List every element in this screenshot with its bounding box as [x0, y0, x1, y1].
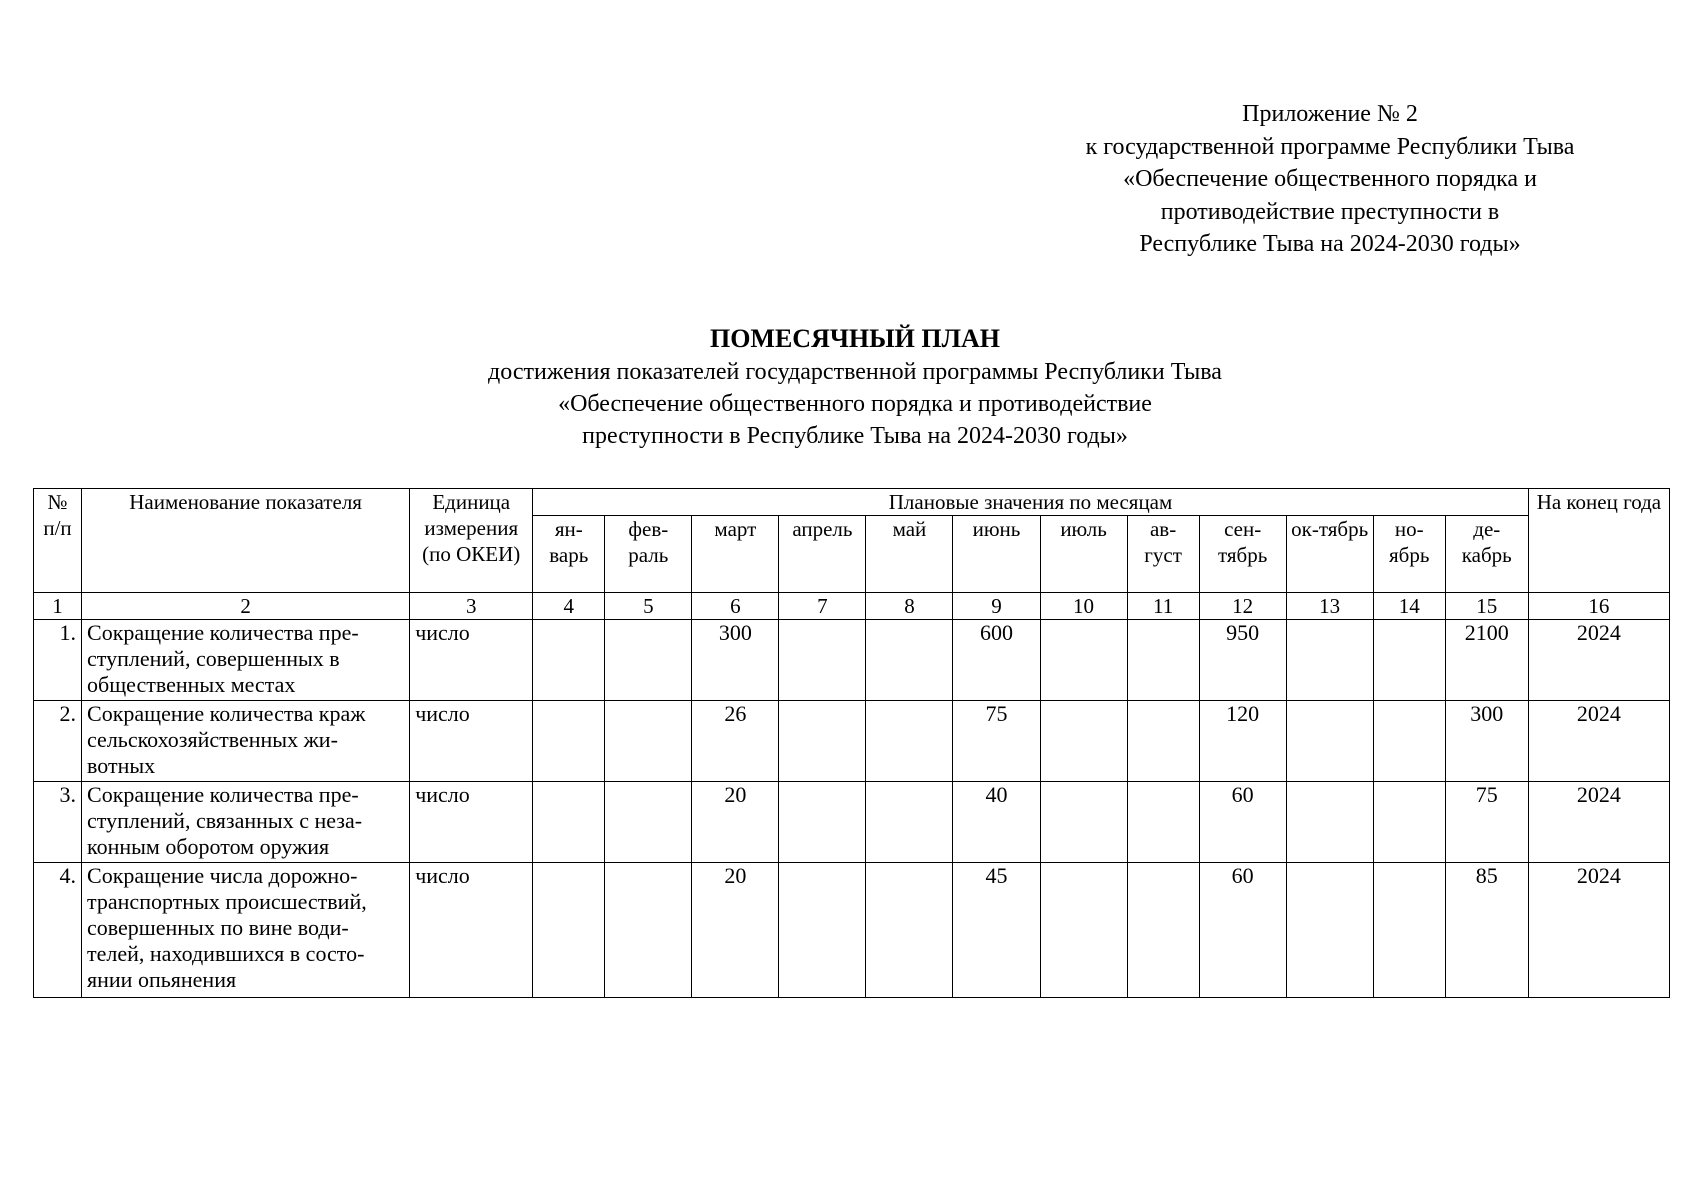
month-value: [1373, 782, 1445, 863]
month-value: [1373, 863, 1445, 998]
month-value: [779, 863, 866, 998]
month-value: [605, 620, 692, 701]
indicator-unit: число: [410, 782, 533, 863]
appendix-line-5: Республике Тыва на 2024-2030 годы»: [1139, 231, 1521, 257]
month-value: [866, 782, 953, 863]
row-index: 2.: [34, 701, 82, 782]
column-number: 16: [1528, 593, 1669, 620]
table-row: [34, 620, 1670, 701]
month-value: [605, 782, 692, 863]
column-number: 1: [34, 593, 82, 620]
month-value: [1286, 620, 1373, 701]
header-month: март: [692, 516, 779, 593]
year-end-value: 2024: [1528, 620, 1669, 701]
month-value: 40: [953, 782, 1040, 863]
table-row: [34, 863, 1670, 998]
month-value: 120: [1199, 701, 1286, 782]
header-month: ок-тябрь: [1286, 516, 1373, 593]
column-number: 2: [82, 593, 410, 620]
column-number: 9: [953, 593, 1040, 620]
document-title: ПОМЕСЯЧНЫЙ ПЛАН: [709, 324, 1001, 353]
monthly-plan-table: [33, 488, 1670, 998]
indicator-name: Сокращение количества краж сельскохозяйственных жи-вотных: [82, 701, 410, 782]
column-number: 14: [1373, 593, 1445, 620]
header-month: июль: [1040, 516, 1127, 593]
appendix-line-2: к государственной программе Республики Тыва: [1085, 133, 1575, 160]
month-value: [533, 701, 605, 782]
header-month: ян-варь: [533, 516, 605, 593]
header-row-top: [34, 489, 1670, 516]
column-number: 15: [1445, 593, 1528, 620]
header-month: но-ябрь: [1373, 516, 1445, 593]
header-unit: Единица измерения (по ОКЕИ): [410, 489, 533, 593]
column-number: 3: [410, 593, 533, 620]
indicator-unit: число: [410, 863, 533, 998]
month-value: [1127, 620, 1199, 701]
month-value: [1286, 701, 1373, 782]
month-value: [533, 620, 605, 701]
appendix-block: [1030, 98, 1630, 261]
month-value: [1040, 620, 1127, 701]
month-value: [866, 620, 953, 701]
header-month: де-кабрь: [1445, 516, 1528, 593]
month-value: 600: [953, 620, 1040, 701]
month-value: [1040, 701, 1127, 782]
month-value: [533, 863, 605, 998]
month-value: [866, 863, 953, 998]
month-value: [1373, 620, 1445, 701]
table-row: [34, 782, 1670, 863]
column-number: 4: [533, 593, 605, 620]
month-value: [605, 701, 692, 782]
column-number: 8: [866, 593, 953, 620]
document-subtitle-1: достижения показателей государственной программы Республики Тыва: [488, 359, 1222, 385]
month-value: [605, 863, 692, 998]
month-value: 20: [692, 863, 779, 998]
header-num: № п/п: [34, 489, 82, 593]
column-number: 11: [1127, 593, 1199, 620]
table-row: [34, 701, 1670, 782]
month-value: [533, 782, 605, 863]
column-number: 5: [605, 593, 692, 620]
year-end-value: 2024: [1528, 863, 1669, 998]
month-value: [1286, 863, 1373, 998]
indicator-unit: число: [410, 701, 533, 782]
month-value: [1286, 782, 1373, 863]
column-number: 10: [1040, 593, 1127, 620]
month-value: 85: [1445, 863, 1528, 998]
year-end-value: 2024: [1528, 701, 1669, 782]
month-value: [866, 701, 953, 782]
month-value: [1127, 782, 1199, 863]
header-month: ав-густ: [1127, 516, 1199, 593]
month-value: 300: [1445, 701, 1528, 782]
appendix-line-3: «Обеспечение общественного порядка и: [1123, 166, 1537, 192]
header-months-group: Плановые значения по месяцам: [533, 489, 1529, 516]
document-subtitle-2: «Обеспечение общественного порядка и противодействие: [558, 391, 1152, 417]
column-number: 12: [1199, 593, 1286, 620]
month-value: [1040, 782, 1127, 863]
row-index: 4.: [34, 863, 82, 998]
column-number: 13: [1286, 593, 1373, 620]
header-name: Наименование показателя: [82, 489, 410, 593]
appendix-line-1: Приложение № 2: [1242, 101, 1418, 127]
header-month: фев-раль: [605, 516, 692, 593]
month-value: [779, 782, 866, 863]
header-year-end: На конец года: [1528, 489, 1669, 593]
appendix-line-4: противодействие преступности в: [1160, 198, 1500, 225]
column-number-row: [34, 593, 1670, 620]
column-number: 7: [779, 593, 866, 620]
month-value: 60: [1199, 863, 1286, 998]
indicator-name: Сокращение количества пре-ступлений, связанных с неза-конным оборотом оружия: [82, 782, 410, 863]
document-subtitle-3: преступности в Республике Тыва на 2024-2030 годы»: [582, 423, 1128, 449]
row-index: 1.: [34, 620, 82, 701]
month-value: 45: [953, 863, 1040, 998]
month-value: [1373, 701, 1445, 782]
header-month: май: [866, 516, 953, 593]
month-value: [1040, 863, 1127, 998]
month-value: [1127, 863, 1199, 998]
header-month: сен-тябрь: [1199, 516, 1286, 593]
header-month: июнь: [953, 516, 1040, 593]
year-end-value: 2024: [1528, 782, 1669, 863]
month-value: 950: [1199, 620, 1286, 701]
month-value: 75: [1445, 782, 1528, 863]
indicator-name: Сокращение количества пре-ступлений, совершенных в общественных местах: [82, 620, 410, 701]
indicator-name: Сокращение числа дорожно-транспортных происшествий, совершенных по вине води-телей, находившихся в состо-янии опьянения: [82, 863, 410, 998]
month-value: 300: [692, 620, 779, 701]
month-value: 26: [692, 701, 779, 782]
document-title-block: [300, 322, 1410, 452]
header-month: апрель: [779, 516, 866, 593]
column-number: 6: [692, 593, 779, 620]
month-value: [779, 701, 866, 782]
month-value: [779, 620, 866, 701]
month-value: 60: [1199, 782, 1286, 863]
row-index: 3.: [34, 782, 82, 863]
month-value: 20: [692, 782, 779, 863]
month-value: 2100: [1445, 620, 1528, 701]
month-value: 75: [953, 701, 1040, 782]
month-value: [1127, 701, 1199, 782]
indicator-unit: число: [410, 620, 533, 701]
